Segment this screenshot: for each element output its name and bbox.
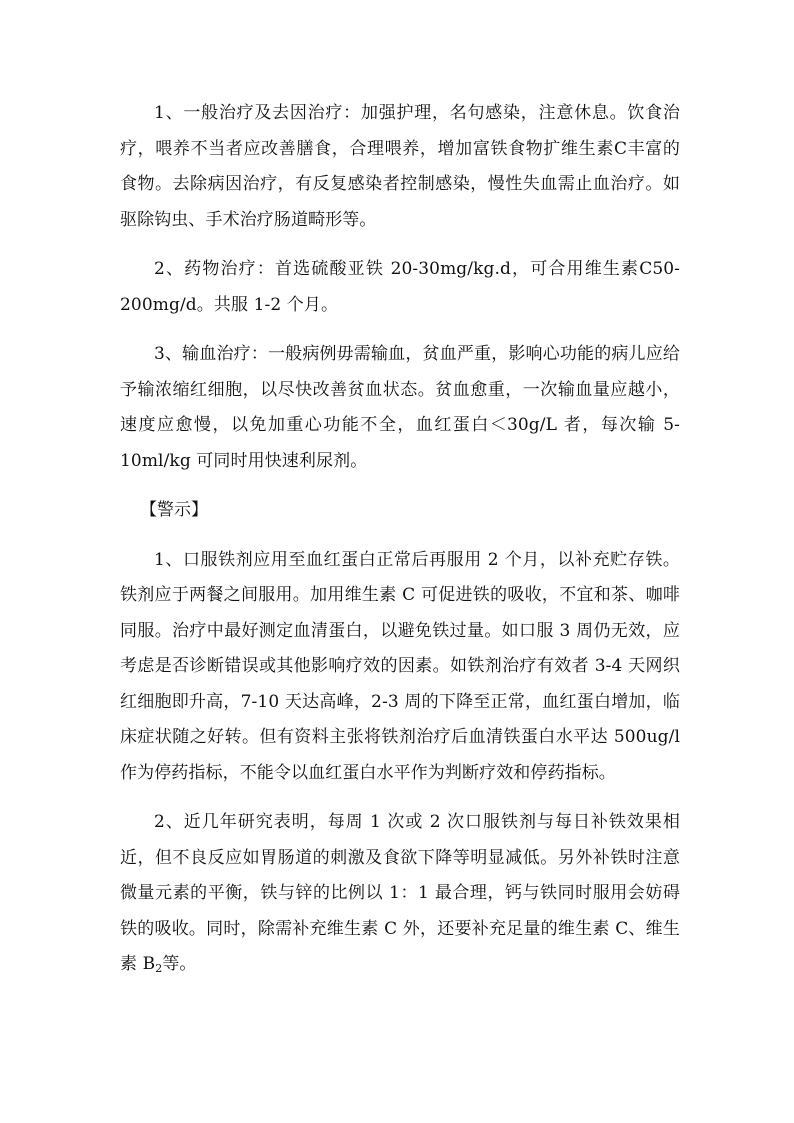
warning-heading: 【警示】: [140, 500, 208, 520]
paragraph-transfusion-treatment: 3、输血治疗：一般病例毋需输血，贫血严重，影响心功能的病儿应给予输浓缩红细胞，以尽快改善贫血状态。贫血愈重，一次输血量应越小，速度应愈慢，以免加重心功能不全，血红蛋白＜30g/L 者，每次输 5-10ml/kg 可同时用快速利尿剂。: [120, 344, 680, 471]
paragraph-general-treatment: 1、一般治疗及去因治疗：加强护理，名句感染，注意休息。饮食治疗，喂养不当者应改善膳食，合理喂养，增加富铁食物扩维生素C丰富的食物。去除病因治疗，有反复感染者控制感染，慢性失血需止血治疗。如驱除钩虫、手术治疗肠道畸形等。: [120, 103, 680, 230]
paragraph-gap: [120, 791, 680, 805]
paragraph-gap: [120, 323, 680, 337]
subscript-2: 2: [155, 962, 163, 975]
paragraph-drug-treatment: 2、药物治疗：首选硫酸亚铁 20-30mg/kg.d，可合用维生素C50-200mg/d。共服 1-2 个月。: [120, 259, 680, 315]
document-body: [120, 96, 680, 983]
warning-paragraph-2-text: 2、近几年研究表明，每周 1 次或 2 次口服铁剂与每日补铁效果相近，但不良反应如胃肠道的刺激及食欲下降等明显减低。另外补铁时注意微量元素的平衡，铁与锌的比例以 1：1 最合理，钙与铁同时服用会妨碍铁的吸收。同时，除需补充维生素 C 外，还要补充足量的维生素 C、维生素 B: [120, 812, 680, 974]
paragraph-gap: [120, 238, 680, 252]
warning-paragraph-2-tail: 等。: [162, 954, 197, 974]
warning-paragraph-2: [120, 805, 680, 983]
warning-paragraph-1: 1、口服铁剂应用至血红蛋白正常后再服用 2 个月，以补充贮存铁。铁剂应于两餐之间服用。加用维生素 C 可促进铁的吸收，不宜和茶、咖啡同服。治疗中最好测定血清蛋白，以避免铁过量。如口服 3 周仍无效，应考虑是否诊断错误或其他影响疗效的因素。如铁剂治疗有效者 3-4 天网织红细胞即升高，7-10 天达高峰，2-3 周的下降至正常，血红蛋白增加，临床症状随之好转。但有资料主张将铁剂治疗后血清铁蛋白水平达 500ug/l 作为停药指标，不能令以血红蛋白水平作为判断疗效和停药指标。: [120, 549, 680, 783]
paragraph-gap: [120, 529, 680, 543]
paragraph-gap: [120, 479, 680, 493]
